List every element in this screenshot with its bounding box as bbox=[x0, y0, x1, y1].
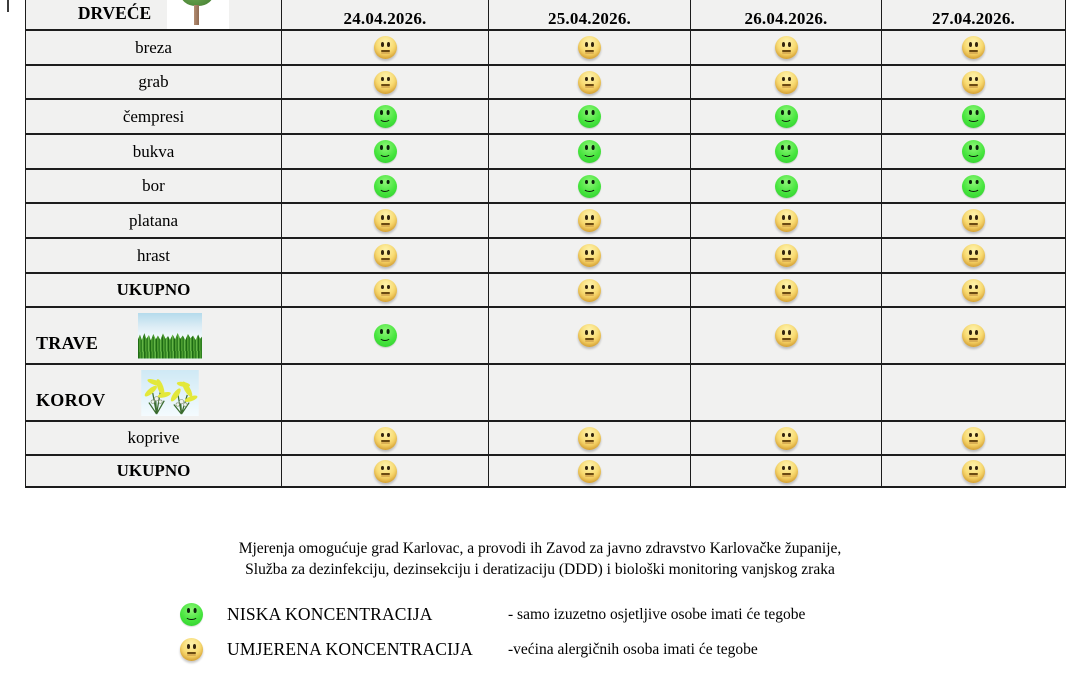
concentration-cell-ukupno-drvece-day2 bbox=[489, 273, 691, 307]
legend-description-low: - samo izuzetno osjetljive osobe imati će tegobe bbox=[508, 605, 806, 623]
tree-icon bbox=[167, 0, 229, 29]
concentration-cell-korov-day1 bbox=[282, 364, 489, 421]
row-label-grab: grab bbox=[138, 72, 169, 91]
moderate-concentration-smiley-icon bbox=[578, 460, 601, 483]
table-row-bukva bbox=[26, 134, 1066, 169]
row-name-cell-ukupno-drvece bbox=[26, 273, 282, 307]
moderate-concentration-smiley-icon bbox=[374, 209, 397, 232]
row-name-cell-koprive bbox=[26, 421, 282, 455]
row-name-cell-ukupno-korov bbox=[26, 455, 282, 487]
row-label-cempresi: čempresi bbox=[122, 106, 185, 126]
row-name-cell-hrast bbox=[26, 238, 282, 273]
row-name-cell-bor bbox=[26, 169, 282, 203]
table-row-koprive bbox=[26, 421, 1066, 455]
concentration-cell-korov-day4 bbox=[882, 364, 1066, 421]
table-row-hrast bbox=[26, 238, 1066, 273]
row-label-platana: platana bbox=[128, 210, 179, 230]
row-label-bor: bor bbox=[142, 176, 165, 195]
legend-label-moderate: UMJERENA KONCENTRACIJA bbox=[227, 639, 474, 659]
row-label-trave: TRAVE bbox=[36, 333, 99, 353]
low-concentration-smiley-icon bbox=[578, 105, 601, 128]
concentration-cell-cempresi-day3 bbox=[691, 99, 882, 134]
concentration-cell-korov-day2 bbox=[489, 364, 691, 421]
concentration-cell-platana-day4 bbox=[882, 203, 1066, 238]
moderate-concentration-smiley-icon bbox=[962, 460, 985, 483]
low-concentration-smiley-icon bbox=[962, 105, 985, 128]
cut-border-fragment bbox=[7, 0, 9, 12]
moderate-concentration-smiley-icon bbox=[962, 279, 985, 302]
date-header-2: 25.04.2026. bbox=[489, 0, 691, 30]
concentration-cell-ukupno-korov-day4 bbox=[882, 455, 1066, 487]
row-label-bukva: bukva bbox=[132, 141, 175, 161]
row-name-cell-trave bbox=[26, 307, 282, 364]
low-concentration-smiley-icon bbox=[374, 140, 397, 163]
concentration-cell-trave-day1 bbox=[282, 307, 489, 364]
table-row-breza bbox=[26, 30, 1066, 65]
measurement-credit-text bbox=[0, 539, 1080, 580]
concentration-cell-ukupno-korov-day3 bbox=[691, 455, 882, 487]
table-row-ukupno-drvece bbox=[26, 273, 1066, 307]
low-concentration-smiley-icon bbox=[775, 175, 798, 198]
moderate-concentration-smiley-icon bbox=[578, 324, 601, 347]
concentration-cell-hrast-day2 bbox=[489, 238, 691, 273]
concentration-cell-ukupno-korov-day2 bbox=[489, 455, 691, 487]
weed-image bbox=[138, 370, 202, 416]
moderate-concentration-smiley-icon bbox=[578, 279, 601, 302]
row-name-cell-platana bbox=[26, 203, 282, 238]
moderate-concentration-smiley-icon bbox=[962, 324, 985, 347]
date-header-1: 24.04.2026. bbox=[282, 0, 489, 30]
table-row-platana bbox=[26, 203, 1066, 238]
concentration-cell-bor-day4 bbox=[882, 169, 1066, 203]
moderate-concentration-smiley-icon bbox=[374, 460, 397, 483]
category-header-label: DRVEĆE bbox=[77, 3, 152, 23]
legend-label-low: NISKA KONCENTRACIJA bbox=[227, 604, 433, 624]
row-name-cell-grab bbox=[26, 65, 282, 99]
concentration-cell-grab-day1 bbox=[282, 65, 489, 99]
row-label-korov: KOROV bbox=[36, 390, 106, 410]
row-name-cell-korov bbox=[26, 364, 282, 421]
row-label-breza: breza bbox=[135, 37, 172, 57]
concentration-cell-cempresi-day2 bbox=[489, 99, 691, 134]
low-concentration-smiley-icon bbox=[962, 140, 985, 163]
table-row-cempresi bbox=[26, 99, 1066, 134]
legend-row-moderate bbox=[180, 638, 805, 661]
concentration-cell-cempresi-day1 bbox=[282, 99, 489, 134]
concentration-cell-bukva-day4 bbox=[882, 134, 1066, 169]
moderate-concentration-smiley-icon bbox=[578, 36, 601, 59]
concentration-cell-breza-day1 bbox=[282, 30, 489, 65]
row-label-ukupno-drvece: UKUPNO bbox=[116, 280, 191, 299]
concentration-cell-grab-day2 bbox=[489, 65, 691, 99]
concentration-cell-platana-day3 bbox=[691, 203, 882, 238]
moderate-concentration-smiley-icon bbox=[775, 71, 798, 94]
concentration-cell-grab-day4 bbox=[882, 65, 1066, 99]
low-concentration-smiley-icon bbox=[374, 175, 397, 198]
row-label-hrast: hrast bbox=[136, 245, 171, 265]
low-concentration-smiley-icon bbox=[578, 175, 601, 198]
moderate-concentration-smiley-icon bbox=[775, 279, 798, 302]
concentration-cell-koprive-day3 bbox=[691, 421, 882, 455]
row-label-ukupno-korov: UKUPNO bbox=[116, 461, 191, 480]
row-name-cell-bukva bbox=[26, 134, 282, 169]
concentration-cell-bor-day2 bbox=[489, 169, 691, 203]
concentration-cell-breza-day3 bbox=[691, 30, 882, 65]
concentration-cell-platana-day1 bbox=[282, 203, 489, 238]
moderate-concentration-smiley-icon bbox=[578, 209, 601, 232]
concentration-cell-korov-day3 bbox=[691, 364, 882, 421]
low-concentration-smiley-icon bbox=[775, 140, 798, 163]
concentration-cell-ukupno-drvece-day3 bbox=[691, 273, 882, 307]
low-concentration-smiley-icon bbox=[180, 603, 203, 626]
concentration-cell-ukupno-korov-day1 bbox=[282, 455, 489, 487]
concentration-cell-bukva-day1 bbox=[282, 134, 489, 169]
concentration-cell-bor-day3 bbox=[691, 169, 882, 203]
moderate-concentration-smiley-icon bbox=[180, 638, 203, 661]
date-header-3: 26.04.2026. bbox=[691, 0, 882, 30]
grass-image bbox=[138, 313, 202, 359]
table-row-ukupno-korov bbox=[26, 455, 1066, 487]
concentration-cell-ukupno-drvece-day1 bbox=[282, 273, 489, 307]
table-row-bor bbox=[26, 169, 1066, 203]
concentration-cell-bor-day1 bbox=[282, 169, 489, 203]
low-concentration-smiley-icon bbox=[374, 105, 397, 128]
moderate-concentration-smiley-icon bbox=[962, 427, 985, 450]
legend-description-moderate: -većina alergičnih osoba imati će tegobe bbox=[508, 640, 758, 658]
low-concentration-smiley-icon bbox=[962, 175, 985, 198]
concentration-cell-hrast-day1 bbox=[282, 238, 489, 273]
concentration-cell-koprive-day2 bbox=[489, 421, 691, 455]
concentration-cell-platana-day2 bbox=[489, 203, 691, 238]
moderate-concentration-smiley-icon bbox=[578, 244, 601, 267]
moderate-concentration-smiley-icon bbox=[775, 324, 798, 347]
concentration-cell-grab-day3 bbox=[691, 65, 882, 99]
concentration-cell-trave-day4 bbox=[882, 307, 1066, 364]
low-concentration-smiley-icon bbox=[578, 140, 601, 163]
concentration-cell-koprive-day4 bbox=[882, 421, 1066, 455]
moderate-concentration-smiley-icon bbox=[374, 279, 397, 302]
moderate-concentration-smiley-icon bbox=[775, 244, 798, 267]
moderate-concentration-smiley-icon bbox=[962, 244, 985, 267]
moderate-concentration-smiley-icon bbox=[775, 209, 798, 232]
moderate-concentration-smiley-icon bbox=[374, 36, 397, 59]
credit-line-2: Služba za dezinfekciju, dezinsekciju i deratizaciju (DDD) i biološki monitoring vanjskog zraka bbox=[245, 560, 835, 578]
concentration-cell-hrast-day4 bbox=[882, 238, 1066, 273]
pollen-concentration-table bbox=[25, 0, 1066, 488]
concentration-cell-trave-day3 bbox=[691, 307, 882, 364]
concentration-cell-hrast-day3 bbox=[691, 238, 882, 273]
concentration-cell-bukva-day2 bbox=[489, 134, 691, 169]
low-concentration-smiley-icon bbox=[374, 324, 397, 347]
moderate-concentration-smiley-icon bbox=[775, 460, 798, 483]
concentration-cell-bukva-day3 bbox=[691, 134, 882, 169]
concentration-legend bbox=[180, 603, 805, 673]
moderate-concentration-smiley-icon bbox=[578, 427, 601, 450]
moderate-concentration-smiley-icon bbox=[578, 71, 601, 94]
table-row-grab bbox=[26, 65, 1066, 99]
concentration-cell-koprive-day1 bbox=[282, 421, 489, 455]
moderate-concentration-smiley-icon bbox=[374, 71, 397, 94]
moderate-concentration-smiley-icon bbox=[775, 36, 798, 59]
table-row-trave bbox=[26, 307, 1066, 364]
moderate-concentration-smiley-icon bbox=[775, 427, 798, 450]
concentration-cell-trave-day2 bbox=[489, 307, 691, 364]
category-header-cell bbox=[26, 0, 282, 30]
concentration-cell-breza-day4 bbox=[882, 30, 1066, 65]
table-row-korov bbox=[26, 364, 1066, 421]
moderate-concentration-smiley-icon bbox=[374, 427, 397, 450]
moderate-concentration-smiley-icon bbox=[962, 209, 985, 232]
legend-row-low bbox=[180, 603, 805, 626]
table-header-row bbox=[26, 0, 1066, 30]
moderate-concentration-smiley-icon bbox=[962, 71, 985, 94]
credit-line-1: Mjerenja omogućuje grad Karlovac, a provodi ih Zavod za javno zdravstvo Karlovačke županije, bbox=[238, 540, 842, 557]
concentration-cell-cempresi-day4 bbox=[882, 99, 1066, 134]
moderate-concentration-smiley-icon bbox=[962, 36, 985, 59]
moderate-concentration-smiley-icon bbox=[374, 244, 397, 267]
date-header-4: 27.04.2026. bbox=[882, 0, 1066, 30]
row-label-koprive: koprive bbox=[127, 428, 180, 447]
row-name-cell-cempresi bbox=[26, 99, 282, 134]
concentration-cell-breza-day2 bbox=[489, 30, 691, 65]
row-name-cell-breza bbox=[26, 30, 282, 65]
concentration-cell-ukupno-drvece-day4 bbox=[882, 273, 1066, 307]
low-concentration-smiley-icon bbox=[775, 105, 798, 128]
